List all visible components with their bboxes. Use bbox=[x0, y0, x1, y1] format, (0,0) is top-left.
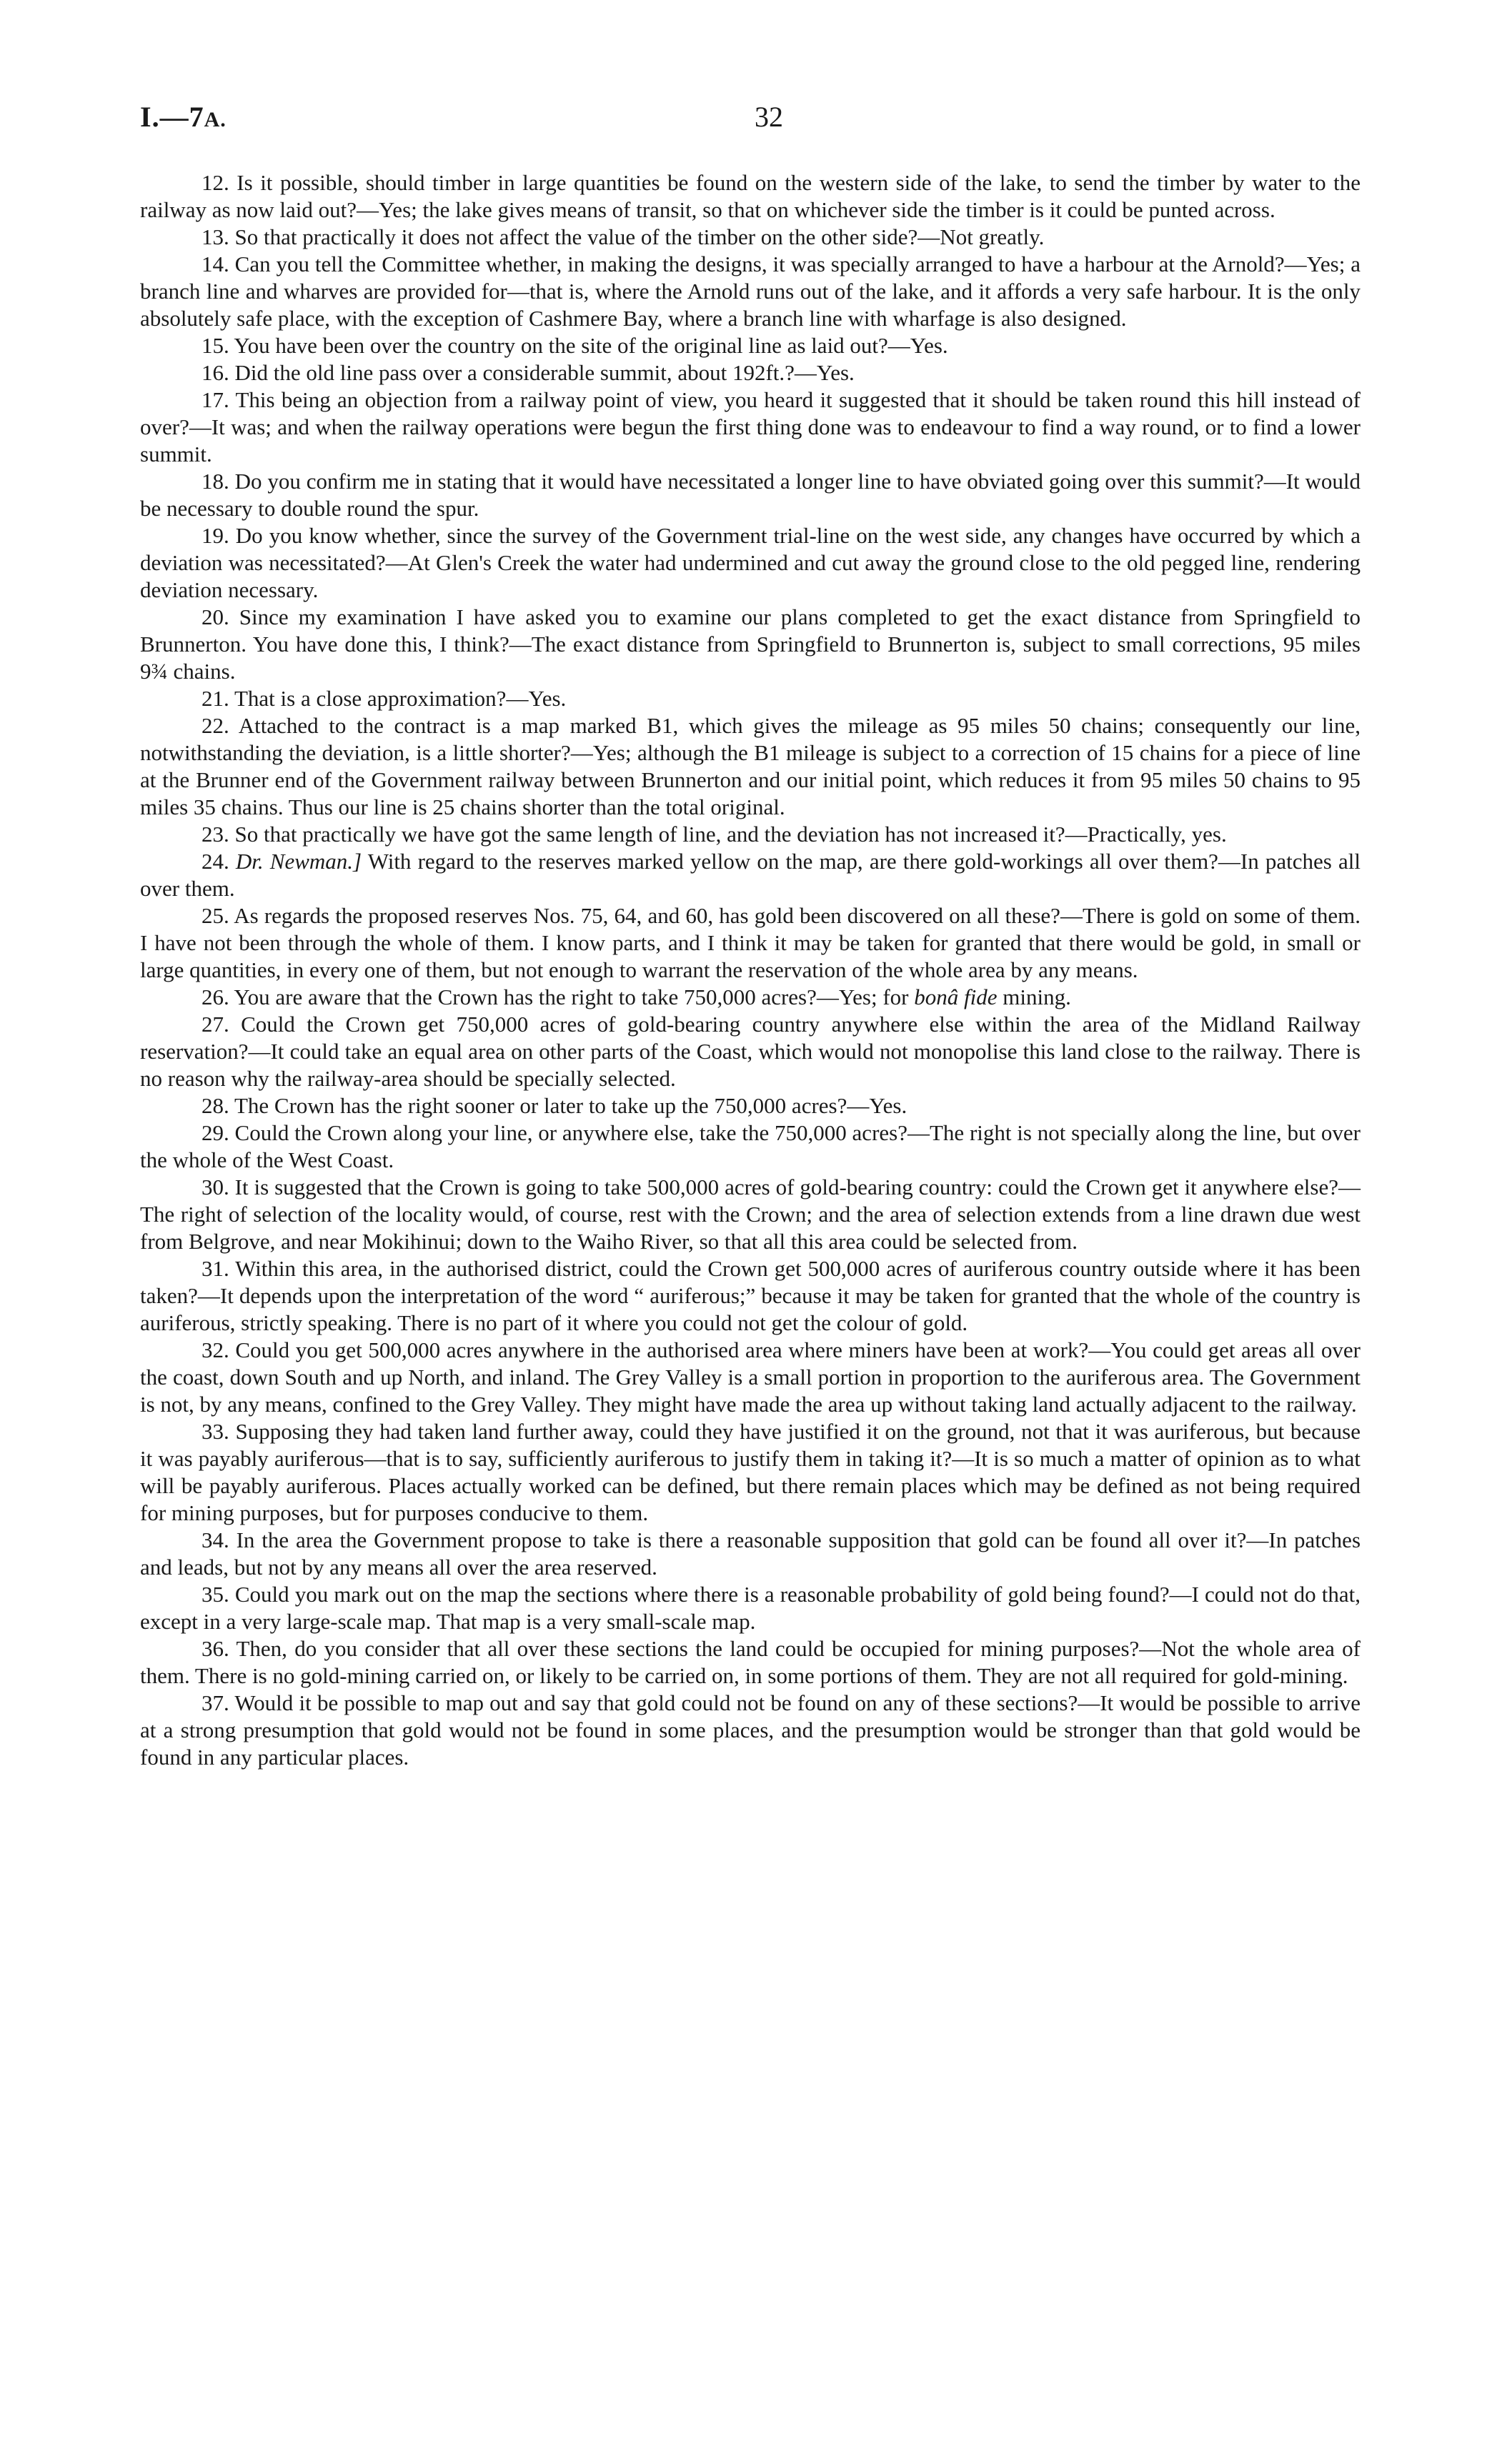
question-number: 21. bbox=[202, 686, 229, 711]
question-number: 23. bbox=[202, 822, 229, 847]
paragraph bbox=[140, 359, 1361, 386]
paragraph-text: Do you know whether, since the survey of the Government trial-line on the west side, any changes have occurred by which a deviation was necessitated?—At Glen's Creek the water had undermined and cut away the ground close to the old pegged line, rendering deviation necessary. bbox=[140, 523, 1361, 602]
paragraph-text: As regards the proposed reserves Nos. 75, 64, and 60, has gold been discovered on all these?—There is gold on some of them. I have not been through the whole of them. I know parts, and I think it may be taken for granted that there would be gold, in small or large quantities, in every one of them, but not enough to warrant the reservation of the whole area by any means. bbox=[140, 903, 1361, 982]
paragraph bbox=[140, 902, 1361, 984]
paragraph bbox=[140, 522, 1361, 604]
paragraph-text: You have been over the country on the site of the original line as laid out?—Yes. bbox=[234, 333, 948, 358]
paragraph-text: This being an objection from a railway point of view, you heard it suggested that it should be taken round this hill instead of over?—It was; and when the railway operations were begun the first thing done was to endeavour to find a way round, or to find a lower summit. bbox=[140, 387, 1361, 467]
paragraph-text: It is suggested that the Crown is going to take 500,000 acres of gold-bearing country: could the Crown get it anywhere else?—The right of selection of the locality would, of course, rest with the Crown; and the area of selection extends from a line drawn due west from Belgrove, and near Mokihinui; down to the Waiho River, so that all this area could be selected from. bbox=[140, 1174, 1361, 1254]
paragraph-text: Is it possible, should timber in large quantities be found on the western side of the lake, to send the timber by water to the railway as now laid out?—Yes; the lake gives means of transit, so that on whichever side the timber is it could be punted across. bbox=[140, 170, 1361, 222]
paragraph-text: That is a close approximation?—Yes. bbox=[234, 686, 567, 711]
question-number: 29. bbox=[202, 1120, 229, 1145]
question-number: 25. bbox=[202, 903, 229, 928]
question-number: 18. bbox=[202, 469, 229, 494]
document-reference bbox=[140, 100, 227, 134]
paragraph-text: Would it be possible to map out and say that gold could not be found on any of these sections?—It would be possible to arrive at a strong presumption that gold would not be found in some places, and the presumption would be stronger than that gold would be found in any particular places. bbox=[140, 1690, 1361, 1770]
paragraph-text-continued: mining. bbox=[1003, 984, 1071, 1009]
paragraph-text: Attached to the contract is a map marked B1, which gives the mileage as 95 miles 50 chains; consequently our line, notwithstanding the deviation, is a little shorter?—Yes; although the B1 mileage is subject to a correction of 15 chains for a piece of line at the Brunner end of the Government railway between Brunnerton and our initial point, which reduces it from 95 miles 50 chains to 95 miles 35 chains. Thus our line is 25 chains shorter than the total original. bbox=[140, 713, 1361, 819]
paragraph bbox=[140, 251, 1361, 332]
paragraph bbox=[140, 848, 1361, 902]
question-number: 30. bbox=[202, 1174, 229, 1199]
paragraph-text: Did the old line pass over a considerable summit, about 192ft.?—Yes. bbox=[234, 360, 855, 385]
question-number: 15. bbox=[202, 333, 229, 358]
italic-phrase: bonâ fide bbox=[914, 984, 998, 1009]
question-number: 20. bbox=[202, 604, 229, 629]
paragraph bbox=[140, 604, 1361, 685]
paragraph bbox=[140, 1092, 1361, 1119]
speaker-name: Dr. Newman.] bbox=[235, 849, 362, 874]
question-number: 12. bbox=[202, 170, 229, 195]
paragraph bbox=[140, 1418, 1361, 1527]
paragraph-text: Could you get 500,000 acres anywhere in the authorised area where miners have been at work?—You could get areas all over the coast, down South and up North, and inland. The Grey Valley is a small portion in proportion to the auriferous area. The Government is not, by any means, confined to the Grey Valley. They might have made the area up without taking land actually adjacent to the railway. bbox=[140, 1337, 1361, 1417]
paragraph bbox=[140, 712, 1361, 821]
paragraph-text: So that practically we have got the same length of line, and the deviation has not increased it?—Practically, yes. bbox=[234, 822, 1227, 847]
paragraph bbox=[140, 984, 1361, 1011]
question-number: 34. bbox=[202, 1527, 229, 1552]
paragraph bbox=[140, 386, 1361, 468]
paragraph bbox=[140, 1527, 1361, 1581]
paragraph bbox=[140, 468, 1361, 522]
paragraph-text: Could the Crown along your line, or anywhere else, take the 750,000 acres?—The right is not specially along the line, but over the whole of the West Coast. bbox=[140, 1120, 1361, 1172]
question-number: 36. bbox=[202, 1636, 229, 1661]
paragraph bbox=[140, 1337, 1361, 1418]
document-reference-sub: A. bbox=[204, 108, 227, 131]
question-number: 37. bbox=[202, 1690, 229, 1715]
paragraph-text: Then, do you consider that all over these sections the land could be occupied for mining purposes?—Not the whole area of them. There is no gold-mining carried on, or likely to be carried on, in some portions of them. They are not all required for gold-mining. bbox=[140, 1636, 1361, 1688]
paragraph-text: Can you tell the Committee whether, in making the designs, it was specially arranged to have a harbour at the Arnold?—Yes; a branch line and wharves are provided for—that is, where the Arnold runs out of the lake, and it affords a very safe harbour. It is the only absolutely safe place, with the exception of Cashmere Bay, where a branch line with wharfage is also designed. bbox=[140, 251, 1361, 331]
paragraph-text: Since my examination I have asked you to examine our plans completed to get the exact distance from Springfield to Brunnerton. You have done this, I think?—The exact distance from Springfield to Brunnerton is, subject to small corrections, 95 miles 9¾ chains. bbox=[140, 604, 1361, 684]
paragraph-text: Could you mark out on the map the sections where there is a reasonable probability of gold being found?—I could not do that, except in a very large-scale map. That map is a very small-scale map. bbox=[140, 1582, 1361, 1634]
question-number: 16. bbox=[202, 360, 229, 385]
paragraph-text: Could the Crown get 750,000 acres of gold-bearing country anywhere else within the area of the Midland Railway reservation?—It could take an equal area on other parts of the Coast, which would not monopolise this land close to the railway. There is no reason why the railway-area should be specially selected. bbox=[140, 1012, 1361, 1091]
question-number: 35. bbox=[202, 1582, 229, 1607]
page-number: 32 bbox=[755, 101, 783, 133]
paragraph bbox=[140, 1581, 1361, 1635]
question-number: 32. bbox=[202, 1337, 229, 1362]
paragraph bbox=[140, 1119, 1361, 1174]
paragraph-text: Within this area, in the authorised district, could the Crown get 500,000 acres of auriferous country outside where it has been taken?—It depends upon the interpretation of the word “ auriferous;” because it may be taken for granted that the whole of the country is auriferous, strictly speaking. There is no part of it where you could not get the colour of gold. bbox=[140, 1256, 1361, 1335]
question-number: 17. bbox=[202, 387, 229, 412]
paragraph-text: The Crown has the right sooner or later to take up the 750,000 acres?—Yes. bbox=[234, 1093, 907, 1118]
question-number: 28. bbox=[202, 1093, 229, 1118]
question-number: 19. bbox=[202, 523, 229, 548]
paragraph bbox=[140, 224, 1361, 251]
paragraph bbox=[140, 1174, 1361, 1255]
paragraph bbox=[140, 685, 1361, 712]
question-number: 22. bbox=[202, 713, 229, 738]
paragraph bbox=[140, 821, 1361, 848]
page-header bbox=[140, 100, 1362, 143]
paragraph-text: So that practically it does not affect the value of the timber on the other side?—Not greatly. bbox=[234, 224, 1045, 249]
question-number: 26. bbox=[202, 984, 229, 1009]
question-number: 24. bbox=[202, 849, 229, 874]
paragraph bbox=[140, 1255, 1361, 1337]
question-number: 31. bbox=[202, 1256, 229, 1281]
question-number: 33. bbox=[202, 1419, 229, 1444]
paragraph-text: Do you confirm me in stating that it would have necessitated a longer line to have obviated going over this summit?—It would be necessary to double round the spur. bbox=[140, 469, 1361, 521]
paragraph-text: You are aware that the Crown has the right to take 750,000 acres?—Yes; for bbox=[234, 984, 909, 1009]
paragraph-text: With regard to the reserves marked yellow on the map, are there gold-workings all over them?—In patches all over them. bbox=[140, 849, 1361, 901]
paragraph bbox=[140, 1011, 1361, 1092]
question-number: 14. bbox=[202, 251, 229, 276]
paragraph-text: Supposing they had taken land further away, could they have justified it on the ground, not that it was auriferous, but because it was payably auriferous—that is to say, sufficiently auriferous to justify them in taking it?—It is so much a matter of opinion as to what will be payably auriferous. Places actually worked can be defined, but there remain places which may be defined as not being required for mining purposes, but for purposes conducive to them. bbox=[140, 1419, 1361, 1525]
paragraph bbox=[140, 1690, 1361, 1771]
body-text bbox=[140, 169, 1361, 1771]
paragraph bbox=[140, 1635, 1361, 1690]
document-reference-main: I.—7 bbox=[140, 101, 204, 133]
paragraph bbox=[140, 169, 1361, 224]
question-number: 13. bbox=[202, 224, 229, 249]
question-number: 27. bbox=[202, 1012, 229, 1037]
paragraph-text: In the area the Government propose to take is there a reasonable supposition that gold can be found all over it?—In patches and leads, but not by any means all over the area reserved. bbox=[140, 1527, 1361, 1580]
paragraph bbox=[140, 332, 1361, 359]
